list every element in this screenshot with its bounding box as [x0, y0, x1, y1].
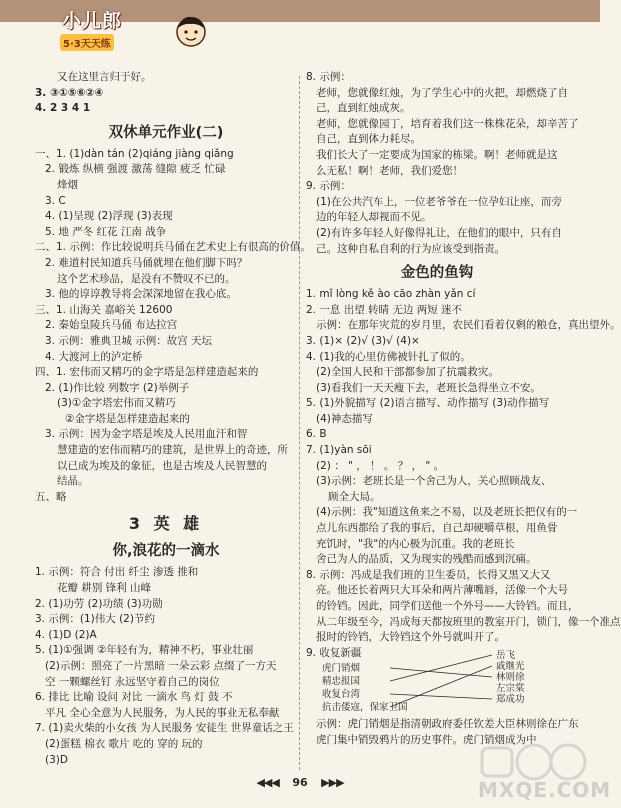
match-connector	[390, 694, 492, 699]
section-title: 金色的鱼钩	[400, 265, 474, 282]
column-divider	[299, 76, 300, 770]
answer-line: 示例：虎门销烟是指清朝政府委任钦差大臣林则徐在广东	[316, 718, 579, 731]
answer-line: 报时的铃铛，大铃铛这个外号就叫开了。	[316, 631, 505, 644]
answer-line: 6. B	[306, 428, 327, 441]
answer-line: 又在这里言归于好。	[57, 71, 152, 83]
answer-line: 己，直到红烛成灰。	[316, 102, 411, 115]
answer-line: 2. (1)作比较 列数字 (2)举例子	[45, 381, 190, 394]
answer-line: 9. 收复新疆	[306, 646, 362, 659]
answer-line: 亮。他还长着两只大耳朵和两片薄嘴唇，活像一个大号	[316, 584, 568, 597]
section-title: 双休单元作业(二)	[108, 124, 224, 141]
answer-line: 顾全大局。	[328, 490, 381, 503]
next-page-arrows-icon[interactable]: ▶▶▶	[321, 776, 344, 789]
answer-line: 2. 锻炼 纵横 强渡 激荡 缝隙 疲乏 忙碌	[45, 163, 226, 176]
brand-logo	[56, 4, 152, 58]
answer-line: (2)示例：照亮了一片黑暗 一朵云彩 点缀了一方天	[45, 660, 277, 672]
answer-line: 7. (1)卖火柴的小女孩 为人民服务 安徒生 世界童话之王	[35, 722, 294, 735]
answer-line: 2. 难道村民知道兵马俑就埋在他们脚下吗？	[45, 256, 248, 269]
answer-line: 3. 示例：雅典卫城 示例：故宫 天坛	[45, 334, 213, 347]
answer-line: 2. 一息 出望 转睛 无边 两短 迷不	[306, 303, 463, 316]
answer-line: 五、略	[35, 490, 67, 503]
answer-line: 4. 2 3 4 1	[35, 102, 91, 115]
answer-line: 2. (1)功劳 (2)功绩 (3)功勋	[35, 597, 163, 610]
answer-line: 己。这种自私自利的行为应该受到指责。	[316, 242, 505, 255]
mascot-icon	[174, 14, 208, 50]
answer-line: 3. 他的谆谆教导将会深深地留在我心底。	[45, 288, 237, 301]
answer-line: 平凡 全心全意为人民服务，为人民的事业无私奉献	[45, 706, 280, 719]
answer-line: 4. (1)呈现 (2)浮现 (3)表现	[45, 210, 173, 223]
answer-line: 4. (1)D (2)A	[35, 628, 97, 641]
match-left-item: 虎门销烟	[322, 663, 361, 675]
right-column	[306, 70, 621, 749]
answer-line: 5. (1)①强调 ②年轻有为，精神不朽，事业壮丽	[35, 644, 254, 657]
answer-line: 5. (1)外貌描写 (2)语言描写、动作描写 (3)动作描写	[306, 397, 550, 410]
answer-line: 点儿东西都给了我的事后，自己却硬嚼草根，用鱼骨	[316, 522, 558, 535]
answer-line: 老师，您就像园丁，培育着我们这一株株花朵，却辛苦了	[316, 117, 579, 130]
answer-line: (3)D	[45, 753, 68, 766]
answer-line: 慧建造的宏伟而精巧的建筑，是世界上的奇迹，所	[57, 444, 288, 457]
answer-line: 3. 示例：(1)伟大 (2)节约	[35, 613, 155, 626]
watermark-logo-icon: MXQE.COM	[478, 742, 594, 802]
answer-line: ②金字塔是怎样建造起来的	[65, 412, 190, 425]
answer-line: 6. 排比 比喻 设问 对比 一滴水 鸟 灯 鼓 不	[35, 691, 233, 704]
answer-line: 充饥时，"我"的内心极为沉重。我的老班长	[316, 537, 515, 550]
answer-line: (4)神态描写	[316, 412, 373, 425]
answer-line: 示例：在那年灾荒的岁月里，农民们看着仅剩的粮仓，真出望外。	[316, 319, 621, 332]
answer-line: 从二年级至今，冯成每天都按班里的教室开门，锁门，像一个准点	[316, 615, 621, 628]
answer-line: 么无私！啊！老师，我们爱您！	[316, 164, 463, 177]
answer-line: (2) ： " ， ！ 。 ？ ， " 。	[316, 459, 445, 472]
answer-line: (1)在公共汽车上，一位老爷爷在一位孕妇让座，而旁	[316, 195, 562, 208]
match-right-item: 左宗棠	[496, 683, 525, 695]
answer-line: 三、1. 山海关 嘉峪关 12600	[35, 303, 173, 316]
answer-line: 结晶。	[57, 475, 89, 488]
match-right-item: 林则徐	[496, 672, 525, 684]
answer-line: 自己，直到体力耗尽。	[316, 133, 421, 146]
answer-line: 2. 秦始皇陵兵马俑 布达拉宫	[45, 319, 178, 332]
answer-line: 9. 示例：	[306, 180, 351, 193]
match-left-item: 收复台湾	[322, 689, 361, 701]
answer-line: 4. 大渡河上的泸定桥	[45, 350, 143, 363]
answer-line: 二、1. 示例：作比较说明兵马俑在艺术史上有很高的价值。	[35, 241, 311, 254]
answer-line: (3)看我们一天天瘦下去，老班长急得坐立不安。	[316, 381, 541, 394]
chapter-title: 3 英 雄	[128, 514, 204, 534]
answer-line: (2)蛋糕 棉衣 歌片 吃的 穿的 玩的	[45, 737, 203, 750]
section-title: 你,浪花的一滴水	[112, 543, 220, 560]
answer-line: 老师，您就像红烛，为了学生心中的火把，却燃烧了自	[316, 86, 568, 99]
match-left-item: 抗击倭寇，保家卫国	[322, 702, 408, 714]
left-column	[35, 70, 311, 768]
answer-line: 3. C	[45, 194, 66, 207]
answer-line: 空 一颗螺丝钉 永远坚守着自己的岗位	[45, 675, 220, 688]
match-right-item: 岳飞	[496, 650, 516, 662]
answer-line: 1. mǐ lòng kě ào cāo zhàn yǎn cí	[306, 288, 476, 301]
answer-line: 7. (1)yàn sōi	[306, 444, 372, 457]
answer-line: 花瓣 耕别 锋利 山峰	[57, 582, 152, 595]
match-right-item: 郑成功	[496, 694, 525, 706]
answer-line: 以已成为埃及的象征，也是古埃及人民智慧的	[57, 459, 267, 472]
page-number: 96	[292, 776, 308, 789]
answer-line: 3. 示例：因为金字塔是埃及人民用血汗和智	[45, 428, 248, 441]
answer-line: (3)示例：老班长是一个舍己为人，关心照顾战友、	[316, 475, 552, 488]
answer-line: 虎门集中销毁鸦片的历史事件。虎门销烟成为中	[316, 733, 537, 746]
answer-line: 一、1. (1)dàn tán (2)qiáng jiàng qiǎng	[35, 147, 234, 160]
answer-line: 3. (1)× (2)√ (3)√ (4)×	[306, 334, 420, 347]
prev-page-arrows-icon[interactable]: ◀◀◀	[256, 776, 279, 789]
answer-line: (2)有许多年轻人好像得礼让，在他们的眼中，只有自	[316, 226, 562, 239]
answer-line: 舍己为人的品质，又为现实的残酷而感到沉痛。	[316, 553, 537, 566]
answer-line: 这个艺术珍品，是没有不赞叹不已的。	[57, 272, 236, 285]
answer-line: 4. (1)我的心里仿佛被针扎了似的。	[306, 350, 471, 363]
answer-line: 我们长大了一定要成为国家的栋梁。啊！老师就是这	[316, 148, 558, 161]
page-header	[0, 0, 600, 60]
match-left-item: 精忠报国	[322, 676, 361, 688]
answer-line: 8. 示例：冯成是我们班的卫生委员，长得又黑又大又	[306, 568, 551, 581]
answer-line: 边的年轻人却视而不见。	[316, 211, 432, 224]
answer-line: (3)①金字塔宏伟而又精巧	[57, 397, 176, 410]
answer-line: 3. ③①⑤⑥②④	[35, 86, 104, 99]
answer-line: 烽烟	[57, 178, 78, 191]
matching-lines	[306, 661, 568, 717]
answer-line: (4)示例：我"知道这鱼来之不易，以及老班长把仅有的一	[316, 506, 578, 519]
answer-line: 8. 示例：	[306, 71, 351, 83]
answer-line: (2)全国人民和干部都参加了抗震救灾。	[316, 366, 499, 379]
brand-subtitle: 5·3天天练	[60, 34, 114, 51]
match-right-item: 戚继光	[496, 661, 525, 673]
answer-line: 5. 地 严冬 红花 江南 战争	[45, 225, 167, 238]
answer-line: 1. 示例：符合 付出 纤尘 渗透 推和	[35, 566, 199, 579]
answer-line: 的铃铛。因此，同学们送他一个外号——大铃铛。而且，	[316, 600, 579, 612]
answer-line: 四、1. 宏伟而又精巧的金字塔是怎样建造起来的	[35, 366, 259, 379]
brand-name: 小儿郎	[62, 10, 123, 32]
